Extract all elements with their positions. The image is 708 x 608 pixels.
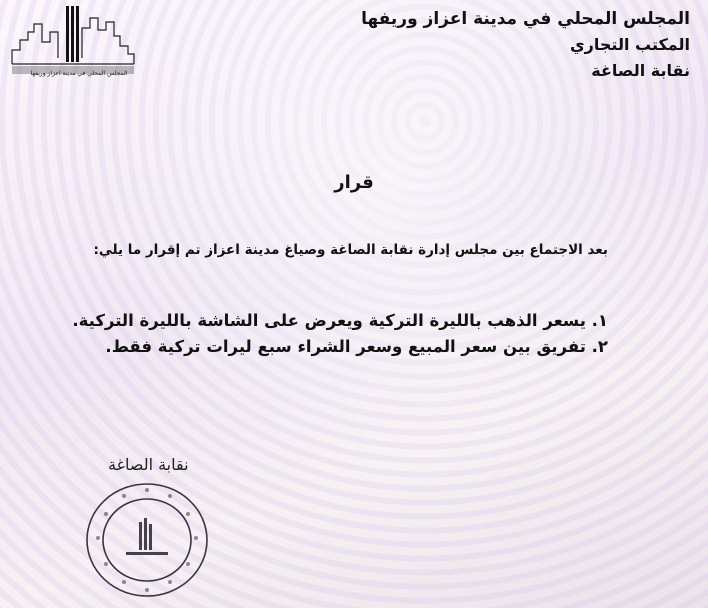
intro-paragraph: بعد الاجتماع بين مجلس إدارة نقابة الصاغة وصياغ مدينة اعزاز تم إقرار ما يلي: [93, 242, 608, 258]
round-seal-stamp [82, 478, 212, 603]
syndicate-name: نقابة الصاغة [591, 61, 690, 80]
logo-caption: المجلس المحلي في مدينة اعزاز وريفها [30, 70, 128, 77]
council-name: المجلس المحلي في مدينة اعزاز وريفها [361, 9, 690, 29]
signature-label: نقابة الصاغة [108, 455, 189, 474]
decision-list [72, 308, 608, 360]
office-name: المكتب التجاري [570, 35, 690, 54]
decision-item: ١. يسعر الذهب بالليرة التركية ويعرض على الشاشة بالليرة التركية. [72, 311, 608, 330]
letterhead [361, 6, 690, 84]
decision-item: ٢. تفريق بين سعر المبيع وسعر الشراء سبع ليرات تركية فقط. [105, 337, 608, 356]
document-title: قرار [334, 172, 374, 193]
